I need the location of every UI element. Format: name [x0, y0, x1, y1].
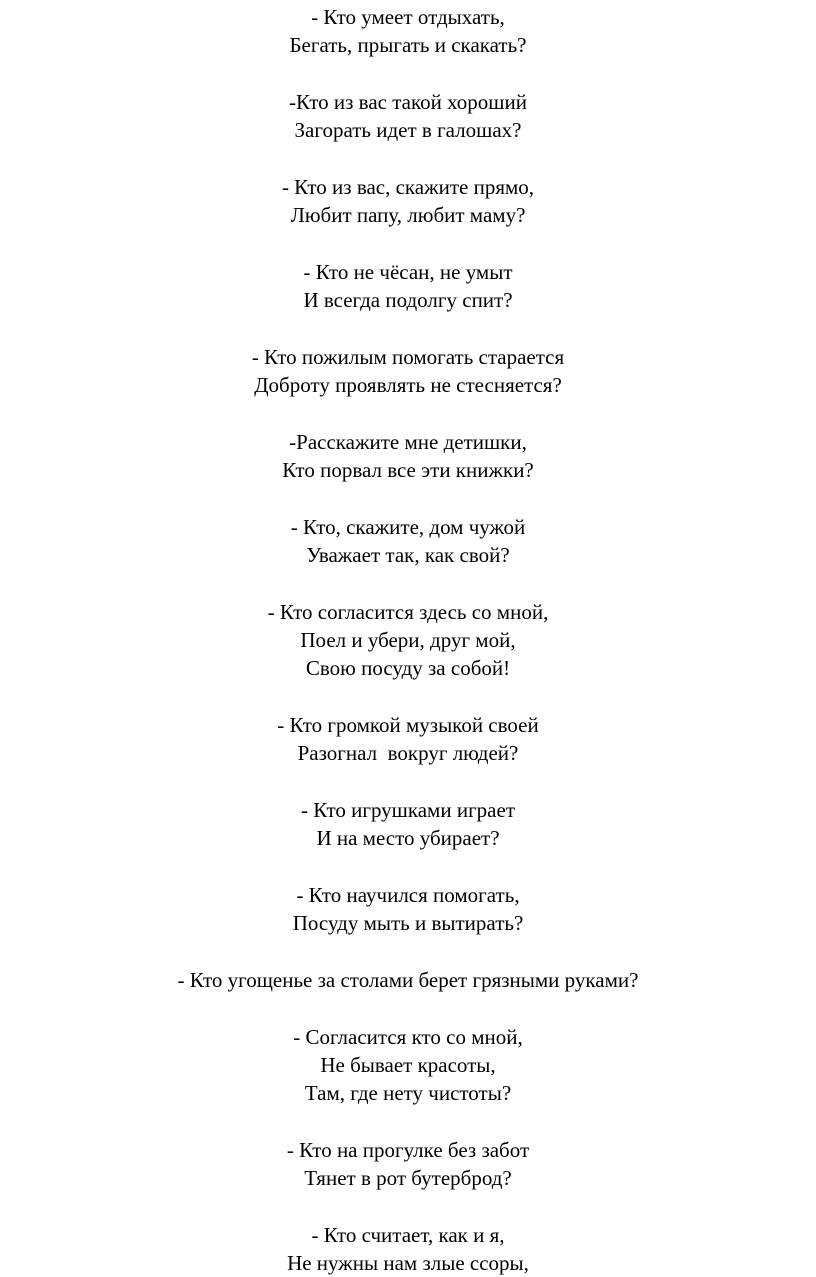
stanza-8 — [0, 598, 816, 682]
poem-line: И всегда подолгу спит? — [303, 288, 513, 312]
poem-line: - Кто согласится здесь со мной, — [267, 600, 549, 624]
poem-line: Разогнал вокруг людей? — [297, 741, 519, 765]
stanza-3 — [0, 173, 816, 229]
poem-line: - Кто научился помогать, — [296, 883, 520, 907]
poem-line: - Кто из вас, скажите прямо, — [281, 175, 535, 199]
poem-line: Уважает так, как свой? — [306, 543, 510, 567]
poem-line: - Кто на прогулке без забот — [286, 1138, 530, 1162]
poem-line: Бегать, прыгать и скакать? — [289, 33, 527, 57]
stanza-5 — [0, 343, 816, 399]
poem-line: Кто порвал все эти книжки? — [282, 458, 534, 482]
poem-line: Доброту проявлять не стесняется? — [254, 373, 562, 397]
stanza-10 — [0, 796, 816, 852]
poem-line: -Кто из вас такой хороший — [289, 90, 527, 114]
poem-line: Не бывает красоты, — [320, 1053, 496, 1077]
poem-line: Тянет в рот бутерброд? — [304, 1166, 512, 1190]
poem-line: Свою посуду за собой! — [305, 656, 511, 680]
stanza-7 — [0, 513, 816, 569]
stanza-14 — [0, 1136, 816, 1192]
poem-line: - Кто пожилым помогать старается — [251, 345, 565, 369]
poem-line: - Кто не чёсан, не умыт — [303, 260, 513, 284]
poem-line: - Кто, скажите, дом чужой — [290, 515, 526, 539]
stanza-9 — [0, 711, 816, 767]
poem-line: Посуду мыть и вытирать? — [292, 911, 524, 935]
stanza-1 — [0, 3, 816, 59]
poem-line: Не нужны нам злые ссоры, — [287, 1251, 529, 1275]
stanza-15 — [0, 1221, 816, 1277]
poem-line: - Согласится кто со мной, — [293, 1025, 523, 1049]
poem-line: Там, где нету чистоты? — [304, 1081, 512, 1105]
stanza-12 — [0, 966, 816, 994]
poem-line: - Кто громкой музыкой своей — [277, 713, 539, 737]
poem-line: -Расскажите мне детишки, — [289, 430, 527, 454]
poem-line: Поел и убери, друг мой, — [300, 628, 516, 652]
poem-line: - Кто угощенье за столами берет грязными руками? — [177, 968, 639, 992]
poem-line: И на место убирает? — [316, 826, 500, 850]
poem-line: - Кто игрушками играет — [301, 798, 515, 822]
poem-line: - Кто умеет отдыхать, — [311, 5, 505, 29]
stanza-2 — [0, 88, 816, 144]
poem-line: Любит папу, любит маму? — [290, 203, 526, 227]
stanza-11 — [0, 881, 816, 937]
poem-line: - Кто считает, как и я, — [311, 1223, 505, 1247]
stanza-13 — [0, 1023, 816, 1107]
stanza-6 — [0, 428, 816, 484]
poem-line: Загорать идет в галошах? — [294, 118, 522, 142]
stanza-4 — [0, 258, 816, 314]
